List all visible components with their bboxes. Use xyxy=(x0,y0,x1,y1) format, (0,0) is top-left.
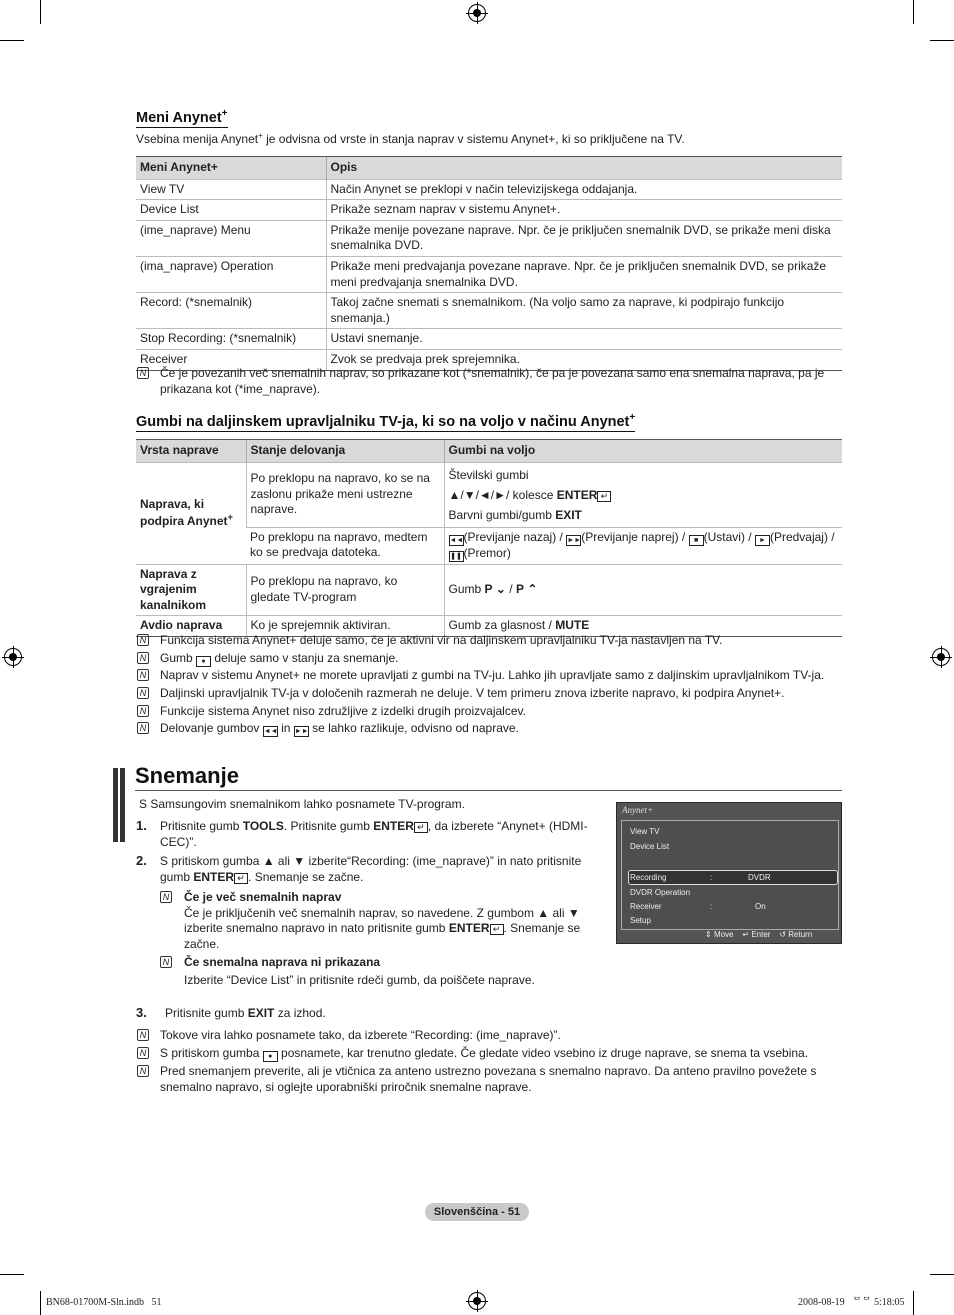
table-header: Gumbi na voljo xyxy=(444,440,842,463)
osd-menu-item[interactable]: Device List xyxy=(630,842,670,851)
table-header: Vrsta naprave xyxy=(136,440,246,463)
table-cell: Številski gumbi ▲/▼/◄/►/ kolesce ENTER ↵ Barvni gumbi/gumb EXIT xyxy=(444,462,842,527)
table-cell: Device List xyxy=(136,200,326,221)
play-icon: ► xyxy=(755,535,770,546)
fast-forward-icon: ►► xyxy=(567,536,582,544)
table-cell: Po preklopu na napravo, ko se na zaslonu prikaže meni ustrezne naprave. xyxy=(246,462,444,527)
table-row xyxy=(136,564,842,616)
step-number: 2. xyxy=(136,853,147,868)
osd-colon: : xyxy=(710,873,713,882)
table-cell: View TV xyxy=(136,179,326,200)
rewind-icon: ◄◄ xyxy=(263,728,278,735)
note-icon: N xyxy=(137,1029,149,1041)
note-icon: N xyxy=(137,1047,149,1059)
table-row xyxy=(136,179,842,200)
registration-mark-icon xyxy=(468,4,486,22)
record-icon: ● xyxy=(263,1051,278,1062)
note: N Gumb ● deluje samo v stanju za snemanje. xyxy=(137,651,842,667)
crop-mark xyxy=(0,40,24,41)
note: N Funkcije sistema Anynet niso združljive z izdelki drugih proizvajalcev. xyxy=(137,704,842,720)
print-file-info: BN68-01700M-Sln.indb 51 xyxy=(46,1297,162,1308)
note-icon: N xyxy=(137,367,149,379)
note: N Daljinski upravljalnik TV-ja v določenih razmerah ne deluje. V tem primeru znova izberite napravo, ki podpira Anynet+. xyxy=(137,686,842,702)
step-number: 1. xyxy=(136,818,147,833)
table-cell: Prikaže menije povezane naprave. Npr. če je priključen snemalnik DVD, se prikaže meni diska snemalnika DVD. xyxy=(326,220,842,256)
table-row xyxy=(136,200,842,221)
record-icon: ● xyxy=(196,656,211,667)
note-icon: N xyxy=(160,891,172,903)
crop-mark xyxy=(930,1274,954,1275)
osd-colon: : xyxy=(710,902,713,911)
section-intro: Vsebina menija Anynet+ je odvisna od vrste in stanja naprav v sistemu Anynet+, ki so priključene na TV. xyxy=(136,131,685,146)
section-title: Meni Anynet+ xyxy=(136,108,228,126)
note: N Funkcija sistema Anynet+ deluje samo, če je aktivni vir na daljinskem upravljalniku TV-ja nastavljen na TV. xyxy=(137,633,842,649)
note: N Delovanje gumbov ◄◄ in ►► se lahko razlikuje, odvisno od naprave. xyxy=(137,721,842,737)
registration-mark-icon xyxy=(468,1292,486,1310)
page-title: Snemanje xyxy=(135,763,239,788)
table-cell: Stop Recording: (*snemalnik) xyxy=(136,329,326,350)
osd-value: DVDR xyxy=(748,873,771,882)
note-icon: N xyxy=(137,687,149,699)
osd-menu-item[interactable]: DVDR Operation xyxy=(630,888,691,897)
step-text: S pritiskom gumba ▲ ali ▼ izberite“Recording: (ime_naprave)” in nato pritisnite gumb ENTER ↵ . Snemanje se začne. xyxy=(160,854,582,884)
table-row xyxy=(136,256,842,292)
chevron-down-icon: ⌄ xyxy=(495,582,506,597)
table-cell: Način Anynet se preklopi v način televizijskega oddajanja. xyxy=(326,179,842,200)
note-icon: N xyxy=(137,1065,149,1077)
table-row xyxy=(136,462,842,527)
enter-icon: ↵ xyxy=(597,491,611,502)
anynet-menu-table xyxy=(136,156,842,371)
crop-mark xyxy=(40,1291,41,1315)
note-icon: N xyxy=(137,669,149,681)
note-icon: N xyxy=(137,722,149,734)
note-icon: N xyxy=(137,705,149,717)
enter-icon: ↵ xyxy=(414,822,428,833)
enter-icon: ↵ xyxy=(742,930,750,939)
section-meni-anynet xyxy=(136,108,228,128)
note: N Če je povezanih več snemalnih naprav, so prikazane kot (*snemalnik), če pa je povezana samo ena snemalna naprava, pa je prikazana kot (*ime_naprave). xyxy=(137,366,842,397)
osd-value: On xyxy=(755,902,766,911)
remote-buttons-table xyxy=(136,439,842,637)
note-icon: N xyxy=(160,956,172,968)
table-cell: (ima_naprave) Operation xyxy=(136,256,326,292)
table-row xyxy=(136,293,842,329)
table-header: Meni Anynet+ xyxy=(136,157,326,180)
osd-menu-item[interactable]: View TV xyxy=(630,827,660,836)
table-cell: Prikaže seznam naprav v sistemu Anynet+. xyxy=(326,200,842,221)
stop-icon: ■ xyxy=(689,535,704,546)
move-icon: ⇕ xyxy=(705,930,712,939)
crop-mark xyxy=(913,0,914,24)
return-icon: ↺ xyxy=(779,930,787,939)
anynet-osd-screenshot xyxy=(616,802,842,944)
pause-icon: ❚❚ xyxy=(450,552,462,560)
print-date-info: 2008-08-19 ᄆᄆ 5:18:05 xyxy=(798,1297,905,1308)
chevron-up-icon: ⌃ xyxy=(527,582,538,597)
table-cell: Gumb P ⌄ / P ⌃ xyxy=(444,564,842,616)
table-row xyxy=(136,329,842,350)
table-cell: Naprava, ki podpira Anynet+ xyxy=(136,462,246,564)
divider xyxy=(135,790,842,791)
step-number: 3. xyxy=(136,1005,147,1020)
osd-menu-panel xyxy=(621,820,839,930)
crop-mark xyxy=(930,40,954,41)
enter-icon: ↵ xyxy=(234,873,248,884)
table-cell: Naprava z vgrajenim kanalnikom xyxy=(136,564,246,616)
section-remote-buttons xyxy=(136,412,635,432)
page-number-badge: Slovenščina - 51 xyxy=(425,1203,529,1221)
note: N S pritiskom gumba ● posnamete, kar trenutno gledate. Če gledate video vsebino iz druge naprave, se snema ta vsebina. xyxy=(137,1046,842,1062)
table-cell: ◄◄(Previjanje nazaj) / ►►(Previjanje naprej) / ■ (Ustavi) / ► (Predvajaj) / ❚❚ (Premor) xyxy=(444,527,842,564)
table-cell: Prikaže meni predvajanja povezane naprave. Npr. če je priključen snemalnik DVD, se prikaže meni predvajanja snemalnika DVD. xyxy=(326,256,842,292)
step-text: Pritisnite gumb EXIT za izhod. xyxy=(165,1006,326,1020)
note: N Tokove vira lahko posnamete tako, da izberete “Recording: (ime_naprave)”. xyxy=(137,1028,842,1044)
table-cell: Avdio naprava xyxy=(136,616,246,637)
note: N Pred snemanjem preverite, ali je vtičnica za anteno ustrezno povezana s snemalno napravo. Da anteno pravilno povežete s snemalno napravo, si oglejte uporabniški priročnik snemalne naprave. xyxy=(137,1064,842,1095)
table-cell: Po preklopu na napravo, ko gledate TV-program xyxy=(246,564,444,616)
table-cell: (ime_naprave) Menu xyxy=(136,220,326,256)
section-bar xyxy=(120,768,125,842)
table-cell: Po preklopu na napravo, medtem ko se predvaja datoteka. xyxy=(246,527,444,564)
table-cell: Ustavi snemanje. xyxy=(326,329,842,350)
osd-menu-item[interactable]: Setup xyxy=(630,916,651,925)
table-cell: Takoj začne snemati s snemalnikom. (Na voljo samo za naprave, ki podpirajo funkcijo snemanja.) xyxy=(326,293,842,329)
registration-mark-icon xyxy=(4,648,22,666)
table-cell: Ko je sprejemnik aktiviran. xyxy=(246,616,444,637)
rewind-icon: ◄◄ xyxy=(449,536,464,544)
fast-forward-icon: ►► xyxy=(294,728,309,735)
sub-note: N Če je več snemalnih naprav Če je priključenih več snemalnih naprav, so navedene. Z gumbom ▲ ali ▼ izberite snemalno napravo in nato pritisnite gumb ENTER ↵ . Snemanje se začne. xyxy=(160,890,590,952)
section-intro: S Samsungovim snemalnikom lahko posnamete TV-program. xyxy=(139,797,465,811)
crop-mark xyxy=(0,1274,24,1275)
osd-menu-item[interactable]: Receiver xyxy=(630,902,662,911)
step-text: Pritisnite gumb TOOLS. Pritisnite gumb ENTER ↵ , da izberete “Anynet+ (HDMI-CEC)”. xyxy=(160,819,588,849)
section-title: Gumbi na daljinskem upravljalniku TV-ja, ki so na voljo v načinu Anynet+ xyxy=(136,412,636,430)
sub-note: N Če snemalna naprava ni prikazana Izberite “Device List” in pritisnite rdeči gumb, da poiščete naprave. xyxy=(160,955,590,988)
note-icon: N xyxy=(137,634,149,646)
registration-mark-icon xyxy=(932,648,950,666)
enter-icon: ↵ xyxy=(490,924,504,935)
crop-mark xyxy=(40,0,41,24)
table-cell: Record: (*snemalnik) xyxy=(136,293,326,329)
table-cell: Receiver xyxy=(136,349,326,370)
osd-footer: ⇕ Move ↵ Enter ↺ Return xyxy=(705,930,813,939)
table-cell: Zvok se predvaja prek sprejemnika. xyxy=(326,349,842,370)
crop-mark xyxy=(913,1291,914,1315)
table-cell: Gumb za glasnost / MUTE xyxy=(444,616,842,637)
table-header: Opis xyxy=(326,157,842,180)
note: N Naprav v sistemu Anynet+ ne morete upravljati z gumbi na TV-ju. Lahko jih upravljate samo z daljinskim upravljalnikom TV-ja. xyxy=(137,668,842,684)
table-row xyxy=(136,220,842,256)
osd-menu-item[interactable]: Recording xyxy=(630,873,667,882)
table-header: Stanje delovanja xyxy=(246,440,444,463)
section-bar xyxy=(113,768,118,842)
note-icon: N xyxy=(137,652,149,664)
anynet-logo: Anynet+ xyxy=(622,805,654,815)
